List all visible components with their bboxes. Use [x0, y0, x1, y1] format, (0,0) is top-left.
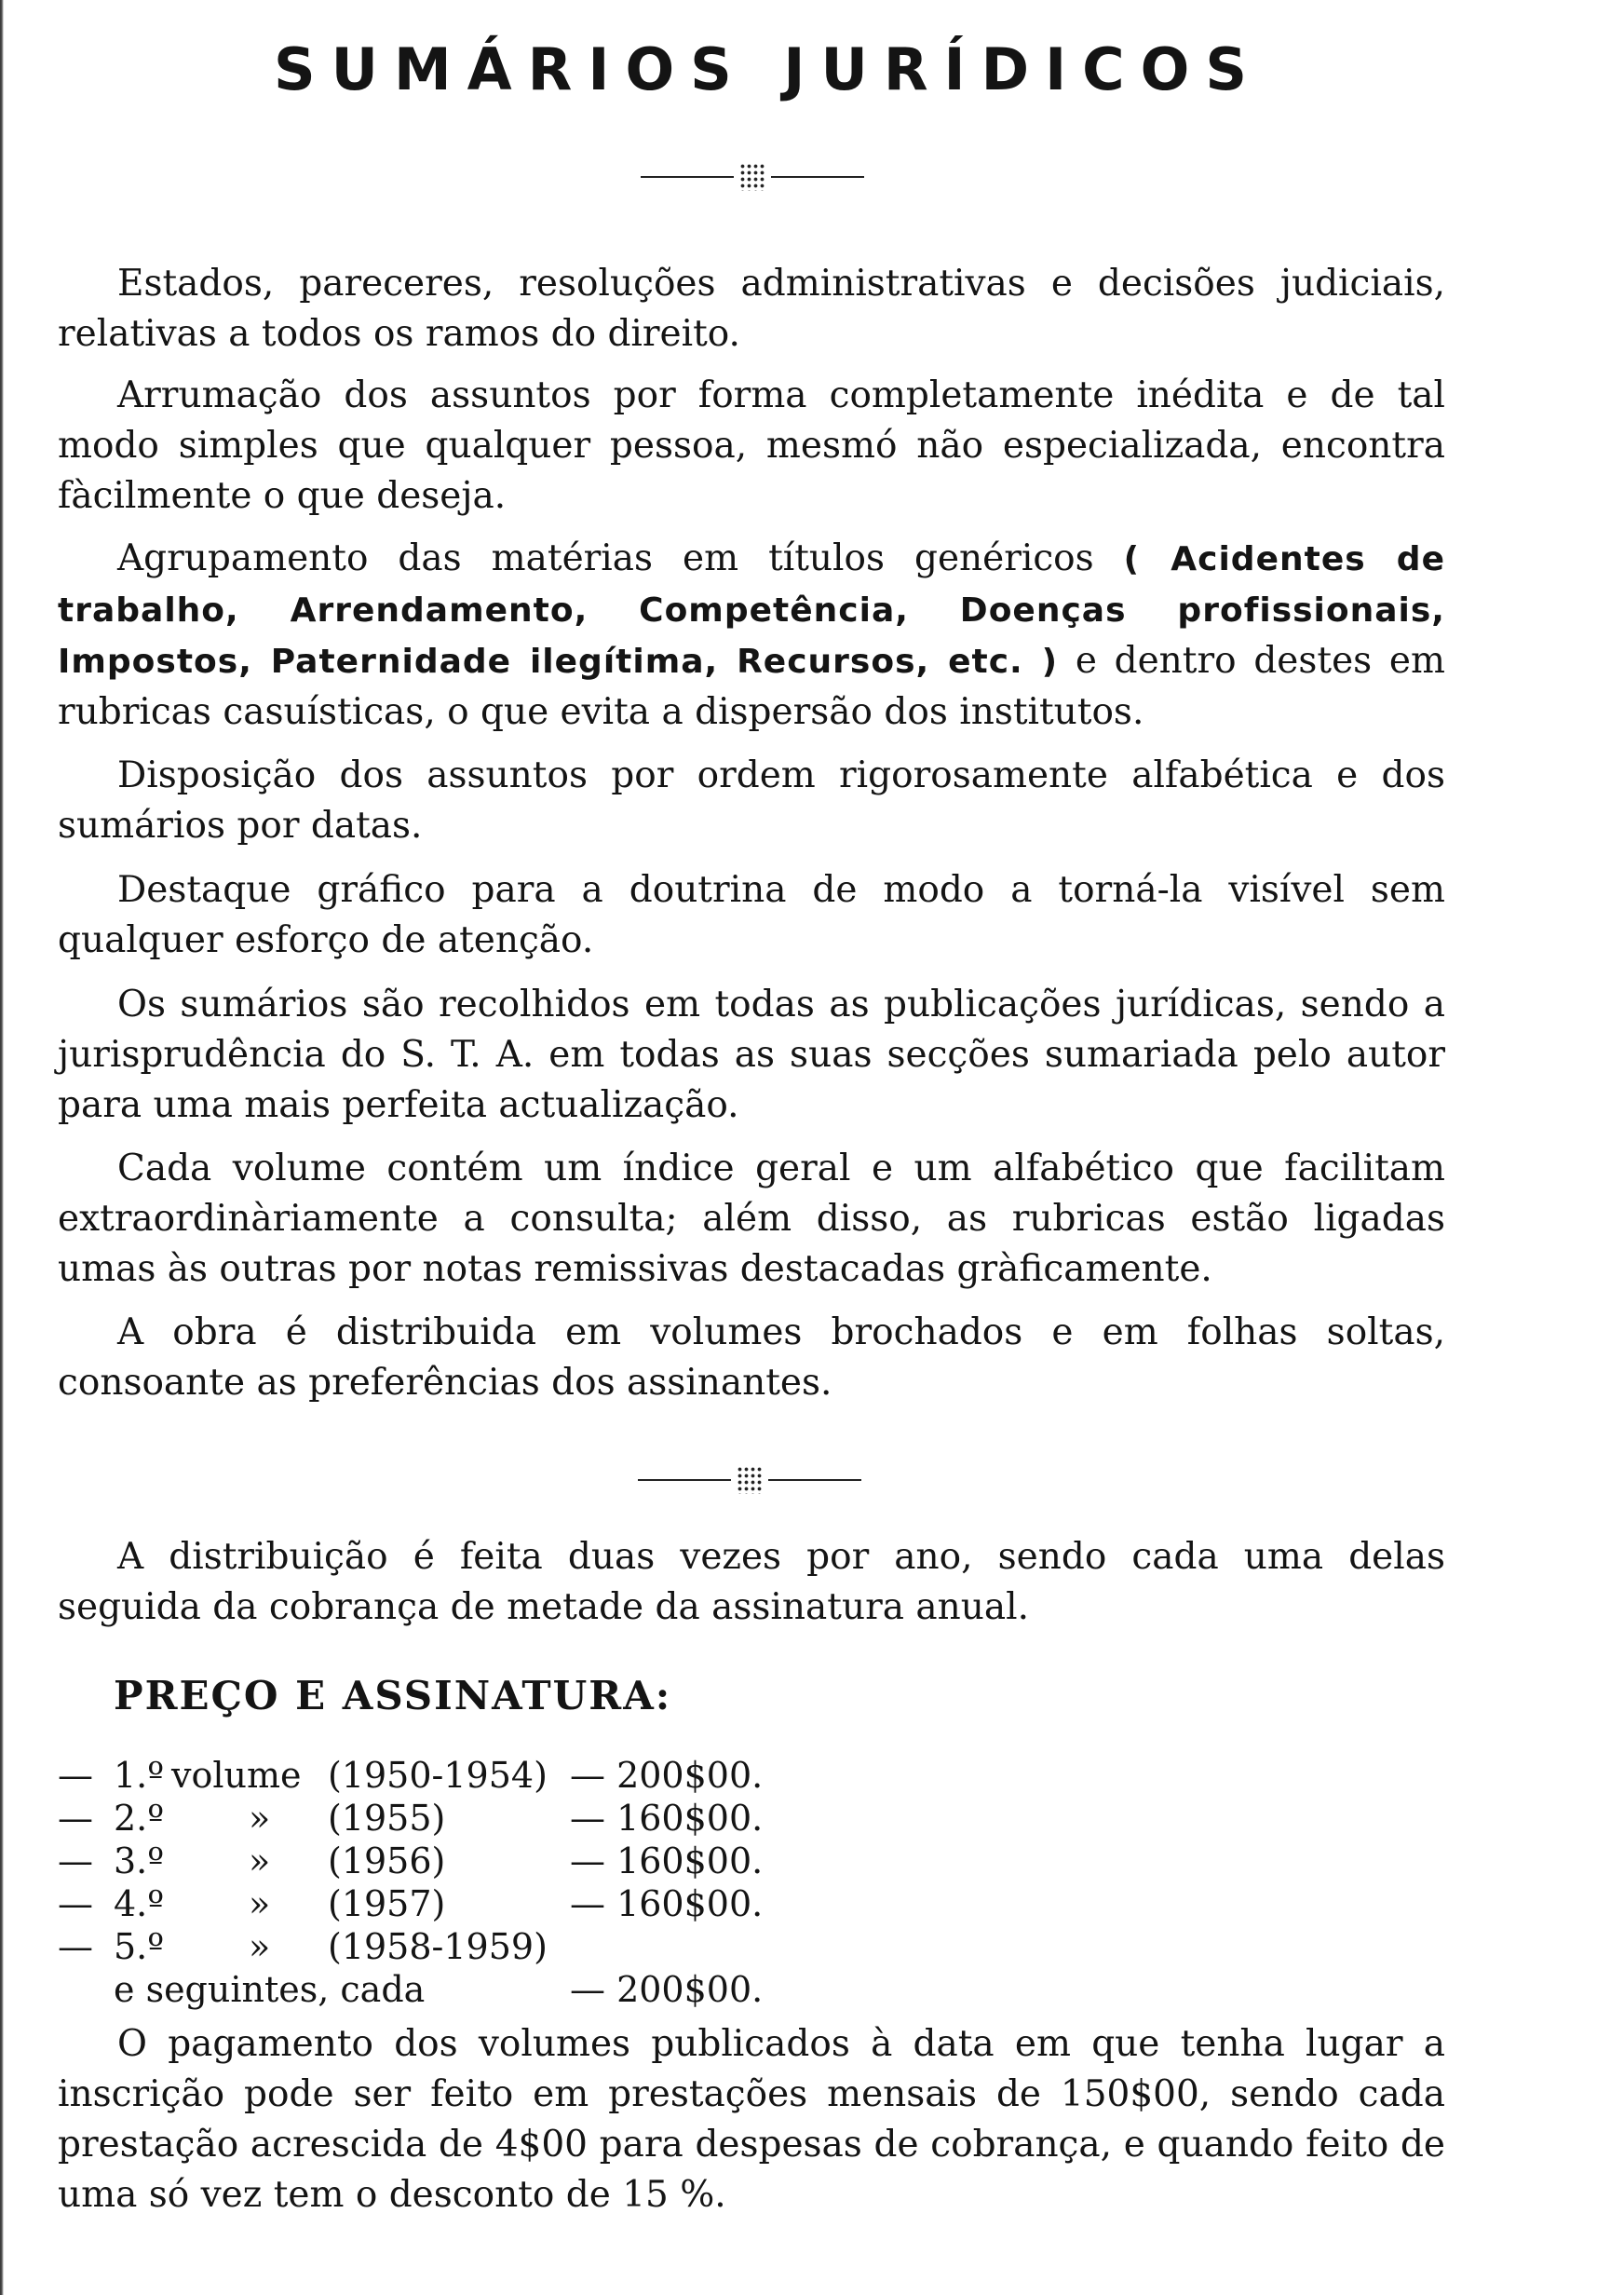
ornament-line-left: [638, 1479, 731, 1481]
price-seguintes-label: e seguintes, cada: [114, 1969, 426, 2010]
paragraph-obra: [58, 1308, 1445, 1408]
agrupamento-before-text: Agrupamento das matérias em títulos genéricos: [117, 537, 1094, 579]
price-years: (1958-1959): [328, 1926, 548, 1967]
price-years: (1950-1954): [328, 1755, 548, 1796]
paragraph-arrumacao: [58, 371, 1445, 522]
price-years: (1955): [328, 1798, 446, 1839]
price-amount: — 160$00.: [570, 1840, 764, 1881]
price-dash: —: [58, 1840, 93, 1881]
paragraph-arrumacao-text: Arrumação dos assuntos por forma completamente inédita e de tal modo simples que qualquer pessoa, mesmó não especializada, encontra fàcilmente o que deseja.: [58, 374, 1445, 517]
paragraph-distribuicao-text: A distribuição é feita duas vezes por ano, sendo cada uma delas seguida da cobrança de metade da assinatura anual.: [58, 1536, 1445, 1628]
price-amount: — 160$00.: [570, 1798, 764, 1839]
paragraph-obra-text: A obra é distribuida em volumes brochados e em folhas soltas, consoante as preferências dos assinantes.: [58, 1311, 1445, 1404]
ornament-line-left: [641, 176, 734, 178]
agrupamento-bold-list: ( Acidentes de trabalho, Arrendamento, Competência, Doenças profissionais, Impostos, Paternidade ilegítima, Recursos, etc. ): [58, 540, 1445, 681]
paragraph-disposicao: [58, 751, 1445, 851]
price-dash: —: [58, 1926, 93, 1967]
paragraph-pagamento-text: O pagamento dos volumes publicados à data em que tenha lugar a inscrição pode ser feito em prestações mensais de 150$00, sendo cada prestação acrescida de 4$00 para despesas de cobrança, e quando feito de uma só vez tem o desconto de 15 %.: [58, 2023, 1445, 2216]
paragraph-disposicao-text: Disposição dos assuntos por ordem rigorosamente alfabética e dos sumários por datas.: [58, 754, 1445, 847]
price-volume-label: volume: [171, 1755, 302, 1796]
price-ditto-mark: »: [249, 1883, 271, 1924]
paragraph-volume: [58, 1144, 1445, 1295]
price-dash: —: [58, 1755, 93, 1796]
price-amount: — 200$00.: [570, 1969, 764, 2010]
page-edge: [0, 0, 4, 2295]
price-ditto-mark: »: [249, 1926, 271, 1967]
ornament-divider-top: [641, 163, 864, 191]
ornament-dots: [737, 1466, 763, 1494]
price-volume-number: 3.º: [114, 1840, 165, 1881]
price-volume-number: 1.º: [114, 1755, 165, 1796]
paragraph-destaque: [58, 865, 1445, 966]
page-title: SUMÁRIOS JURÍDICOS: [273, 35, 1264, 103]
paragraph-pagamento: [58, 2019, 1445, 2220]
paragraph-distribuicao: [58, 1532, 1445, 1633]
paragraph-agrupamento: [58, 534, 1445, 738]
price-dash: —: [58, 1798, 93, 1839]
price-years: (1957): [328, 1883, 446, 1924]
price-amount: — 160$00.: [570, 1883, 764, 1924]
price-dash: —: [58, 1883, 93, 1924]
ornament-divider-middle: [638, 1466, 861, 1494]
paragraph-destaque-text: Destaque gráfico para a doutrina de modo a torná-la visível sem qualquer esforço de atenção.: [58, 869, 1445, 961]
price-amount: — 200$00.: [570, 1755, 764, 1796]
ornament-line-right: [768, 1479, 861, 1481]
price-volume-number: 2.º: [114, 1798, 165, 1839]
price-ditto-mark: »: [249, 1840, 271, 1881]
price-volume-number: 5.º: [114, 1926, 165, 1967]
paragraph-volume-text: Cada volume contém um índice geral e um alfabético que facilitam extraordinàriamente a consulta; além disso, as rubricas estão ligadas umas às outras por notas remissivas destacadas gràficamente.: [58, 1148, 1445, 1290]
price-heading: PREÇO E ASSINATURA:: [114, 1673, 672, 1718]
price-ditto-mark: »: [249, 1798, 271, 1839]
paragraph-sumarios: [58, 980, 1445, 1131]
paragraph-estados-text: Estados, pareceres, resoluções administrativas e decisões judiciais, relativas a todos os ramos do direito.: [58, 263, 1445, 355]
ornament-dots: [739, 163, 765, 191]
price-years: (1956): [328, 1840, 446, 1881]
agrupamento-after-text: e dentro destes em rubricas casuísticas, o que evita a dispersão dos institutos.: [58, 640, 1445, 733]
paragraph-sumarios-text: Os sumários são recolhidos em todas as publicações jurídicas, sendo a jurisprudência do S. T. A. em todas as suas secções sumariada pelo autor para uma mais perfeita actualização.: [58, 984, 1445, 1126]
ornament-line-right: [771, 176, 864, 178]
price-volume-number: 4.º: [114, 1883, 165, 1924]
paragraph-estados: [58, 259, 1445, 360]
